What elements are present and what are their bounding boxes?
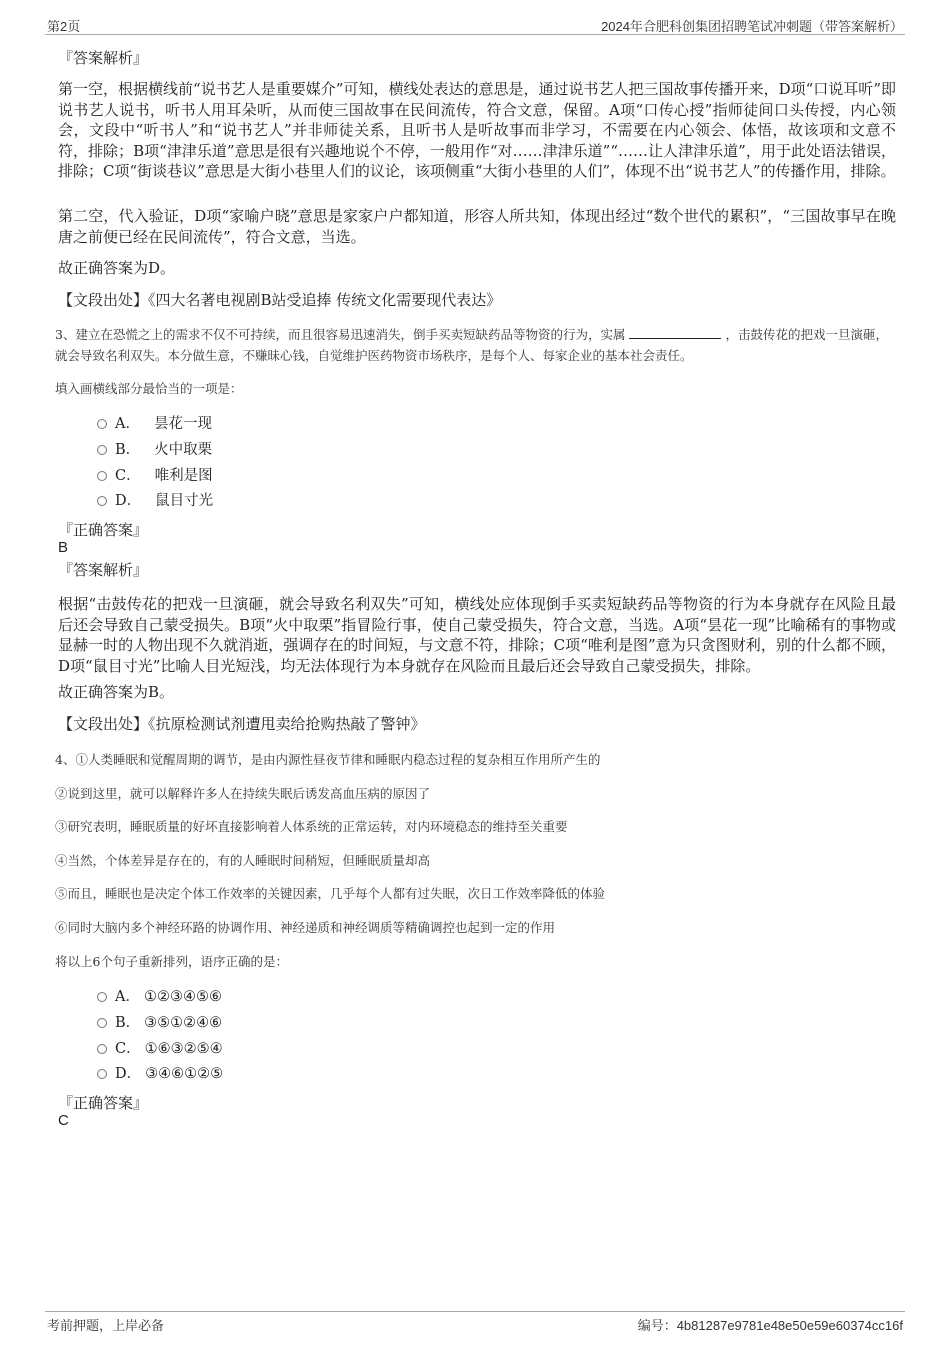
radio-icon[interactable] — [97, 496, 107, 506]
q4-option-d[interactable]: D． ③④⑥①②⑤ — [97, 1064, 223, 1084]
radio-icon[interactable] — [97, 1069, 107, 1079]
radio-icon[interactable] — [97, 1044, 107, 1054]
q3-stem — [55, 324, 895, 366]
q2-conclusion: 故正确答案为D。 — [58, 259, 176, 277]
q3-stem-end: ，击鼓传花的把戏一旦演砸，就会导致名利双失。本分做生意，不赚昧心钱，自觉维护医药物资市场秩序，是每个人、每家企业的基本社会责任。 — [55, 327, 888, 363]
q2-analysis-label: 『答案解析』 — [58, 49, 149, 67]
radio-icon[interactable] — [97, 992, 107, 1002]
q3-analysis: 根据“击鼓传花的把戏一旦演砸，就会导致名利双失”可知，横线处应体现倒手买卖短缺药品等物资的行为本身就存在风险且最后还会导致自己蒙受损失。B项“火中取栗”指冒险行事，使自己蒙受损失，符合文意，当选。A项“昙花一现”比喻稀有的事物或显赫一时的人物出现不久就消逝，强调存在的时间短，与文意不符，排除；C项“唯利是图”意为只贪图财利，别的什么都不顾，D项“鼠目寸光”比喻人目光短浅，均无法体现行为本身就存在风险而且最后还会导致自己蒙受损失，排除。 — [58, 595, 896, 675]
q4-sentence-6: ⑥同时大脑内多个神经环路的协调作用、神经递质和神经调质等精确调控也起到一定的作用 — [55, 920, 556, 935]
q2-analysis-paragraph-1: 第一空，根据横线前“说书艺人是重要媒介”可知，横线处表达的意思是，通过说书艺人把三国故事传播开来，D项“口说耳听”即说书艺人说书，听书人用耳朵听，从而使三国故事在民间流传，符合文意，保留。A项“口传心授”指师徒间口头传授，内心领会，文段中“听书人”和“说书艺人”并非师徒关系，且听书人是听故事而非学习，不需要在内心领会、体悟，故该项和文意不符，排除；B项“津津乐道”意思是很有兴趣地说个不停，一般用作“对……津津乐道”“……让人津津乐道”，用于此处语法错误，排除；C项“街谈巷议”意思是大街小巷里人们的议论，该项侧重“大街小巷里的人们”，体现不出“说书艺人”的传播作用，排除。 — [58, 80, 896, 180]
q2-source: 【文段出处】《四大名著电视剧B站受追捧 传统文化需要现代表达》 — [58, 291, 502, 309]
radio-icon[interactable] — [97, 471, 107, 481]
page-number: 第2页 — [47, 19, 81, 34]
q4-correct-answer: C — [58, 1112, 69, 1129]
q3-option-c[interactable]: C． 唯利是图 — [97, 466, 213, 486]
q3-correct-label: 『正确答案』 — [58, 521, 149, 539]
q4-option-a[interactable]: A． ①②③④⑤⑥ — [97, 987, 222, 1007]
q3-option-a[interactable]: A． 昙花一现 — [97, 414, 212, 434]
radio-icon[interactable] — [97, 445, 107, 455]
q4-option-b[interactable]: B． ③⑤①②④⑥ — [97, 1013, 222, 1033]
radio-icon[interactable] — [97, 419, 107, 429]
footer-slogan: 考前押题，上岸必备 — [47, 1318, 165, 1333]
q4-sentence-4: ④当然，个体差异是存在的，有的人睡眠时间稍短，但睡眠质量却高 — [55, 853, 431, 868]
q3-option-b[interactable]: B． 火中取栗 — [97, 440, 212, 460]
q4-sentence-3: ③研究表明，睡眠质量的好坏直接影响着人体系统的正常运转，对内环境稳态的维持至关重要 — [55, 819, 568, 834]
q4-option-c[interactable]: C． ①⑥③②⑤④ — [97, 1039, 223, 1059]
q3-analysis-label: 『答案解析』 — [58, 561, 149, 579]
document-title: 2024年合肥科创集团招聘笔试冲刺题（带答案解析） — [601, 19, 903, 34]
page-footer — [45, 1311, 905, 1334]
q4-correct-label: 『正确答案』 — [58, 1094, 149, 1112]
q3-option-d[interactable]: D． 鼠目寸光 — [97, 491, 213, 511]
q4-sentence-2: ②说到这里，就可以解释许多人在持续失眠后诱发高血压病的原因了 — [55, 786, 431, 801]
q3-prompt: 填入画横线部分最恰当的一项是： — [55, 381, 243, 396]
q2-analysis-paragraph-2: 第二空，代入验证，D项“家喻户晓”意思是家家户户都知道，形容人所共知，体现出经过“数个世代的累积”，“三国故事早在晚唐之前便已经在民间流传”，符合文意，当选。 — [58, 207, 896, 246]
q4-sentence-1: 4、①人类睡眠和觉醒周期的调节，是由内源性昼夜节律和睡眠内稳态过程的复杂相互作用所产生的 — [55, 752, 601, 767]
q4-sentence-5: ⑤而且，睡眠也是决定个体工作效率的关键因素，几乎每个人都有过失眠，次日工作效率降低的体验 — [55, 886, 606, 901]
q3-conclusion: 故正确答案为B。 — [58, 683, 175, 701]
fill-blank — [629, 326, 721, 339]
document-id: 编号：4b81287e9781e48e50e59e60374cc16f — [637, 1318, 903, 1333]
page-header — [45, 14, 905, 35]
q3-correct-answer: B — [58, 539, 69, 556]
q4-prompt: 将以上6个句子重新排列，语序正确的是： — [55, 954, 288, 969]
q3-source: 【文段出处】《抗原检测试剂遭甩卖给抢购热敲了警钟》 — [58, 715, 426, 733]
radio-icon[interactable] — [97, 1018, 107, 1028]
q3-stem-start: 3、建立在恐慌之上的需求不仅不可持续，而且很容易迅速消失，倒手买卖短缺药品等物资的行为，实属 — [55, 327, 626, 342]
